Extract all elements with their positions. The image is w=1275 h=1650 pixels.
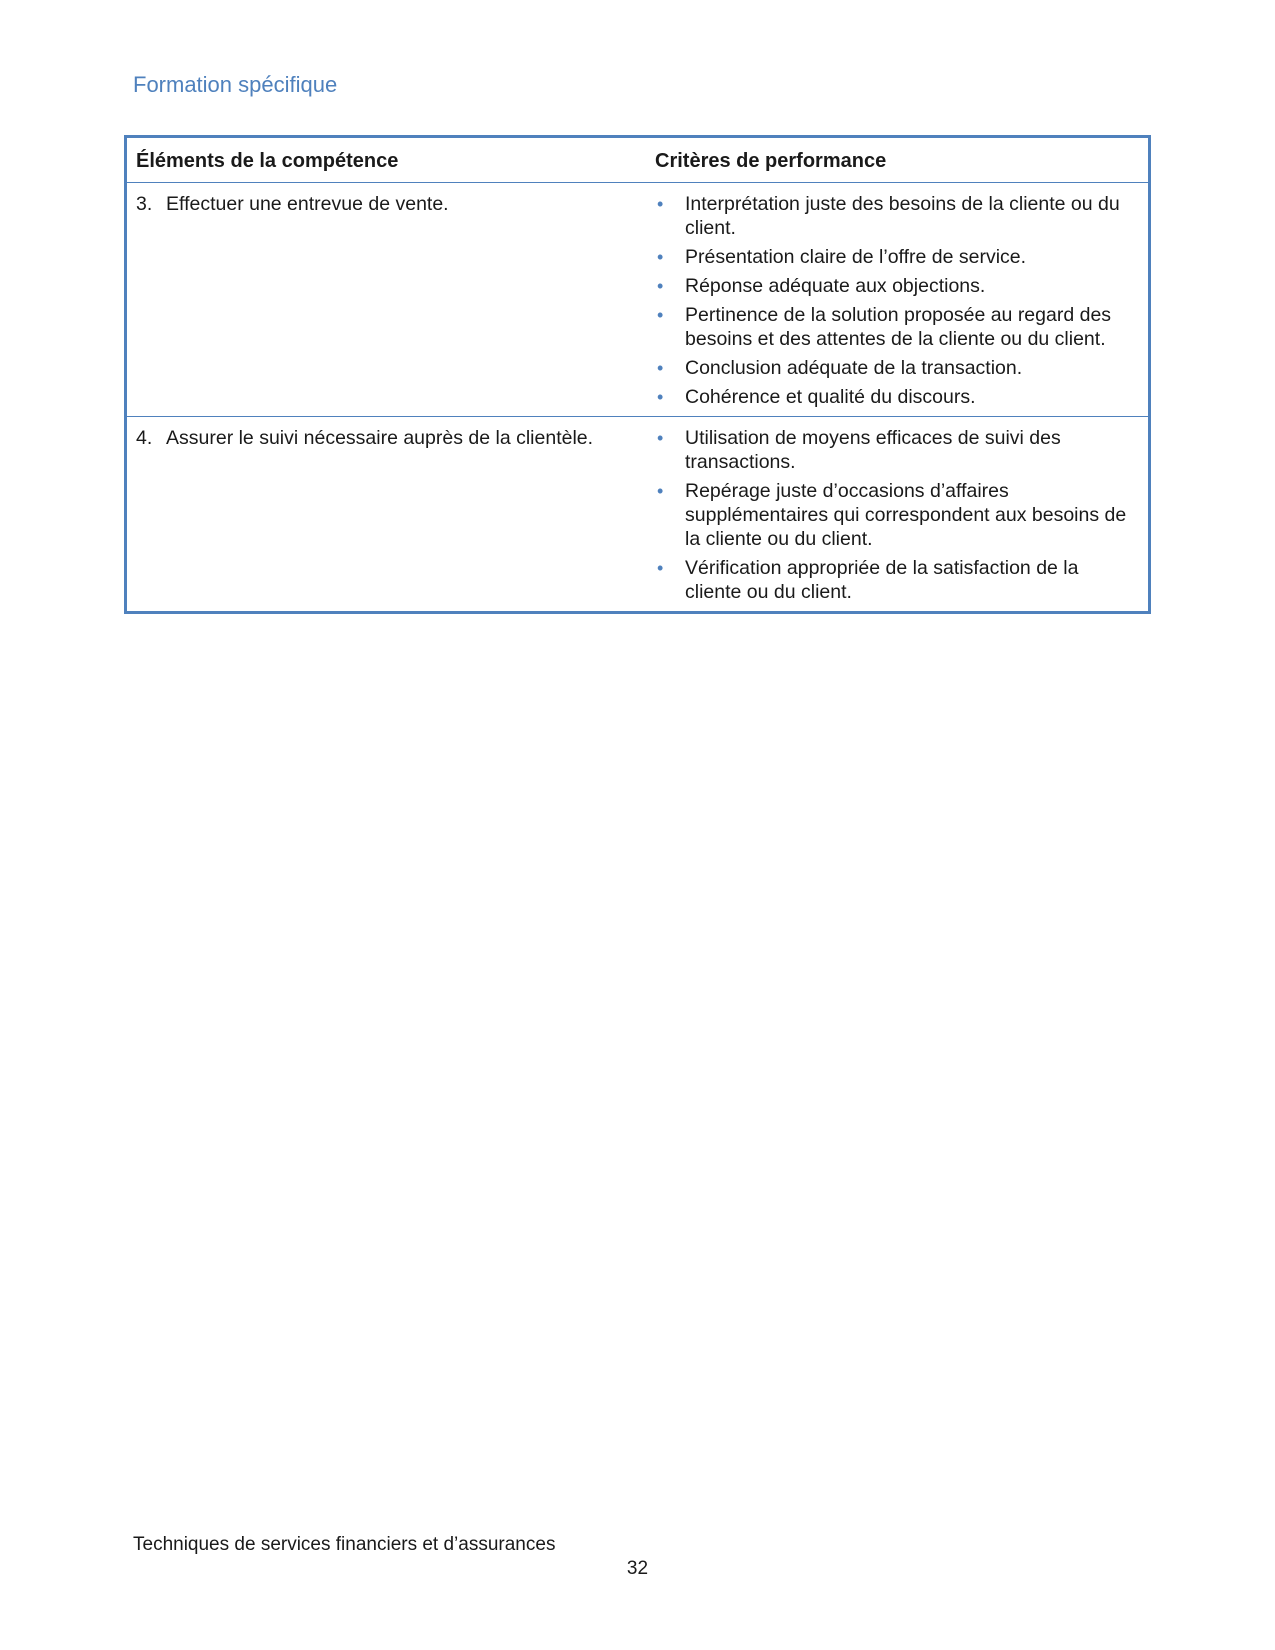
criteria-list [655, 192, 1140, 409]
element-cell [126, 417, 647, 613]
bullet-icon: • [657, 247, 664, 267]
element-item [136, 192, 638, 216]
criteria-text: Conclusion adéquate de la transaction. [685, 357, 1023, 379]
bullet-icon: • [657, 305, 664, 325]
criteria-item [655, 479, 1140, 551]
bullet-icon: • [657, 481, 664, 501]
criteria-text: Utilisation de moyens efficaces de suivi des transactions. [685, 427, 1061, 473]
criteria-item [655, 303, 1140, 351]
element-number: 4. [136, 427, 153, 449]
criteria-item [655, 556, 1140, 604]
table-row [126, 417, 1150, 613]
criteria-item [655, 385, 1140, 409]
footer-document-title: Techniques de services financiers et d’assurances [133, 1534, 556, 1555]
criteria-item [655, 356, 1140, 380]
page-number: 32 [626, 1558, 649, 1579]
table-row [126, 183, 1150, 417]
table-header-row [126, 137, 1150, 183]
competence-table [124, 135, 1151, 614]
criteria-item [655, 245, 1140, 269]
bullet-icon: • [657, 276, 664, 296]
criteria-item [655, 192, 1140, 240]
criteria-item [655, 274, 1140, 298]
criteria-text: Présentation claire de l’offre de service. [685, 246, 1027, 268]
criteria-list [655, 426, 1140, 604]
criteria-text: Cohérence et qualité du discours. [685, 386, 976, 408]
criteria-cell [646, 417, 1150, 613]
criteria-text: Pertinence de la solution proposée au regard des besoins et des attentes de la cliente ou du client. [685, 304, 1112, 350]
section-title: Formation spécifique [133, 72, 338, 97]
criteria-text: Interprétation juste des besoins de la cliente ou du client. [685, 193, 1120, 239]
element-number: 3. [136, 193, 153, 215]
criteria-text: Réponse adéquate aux objections. [685, 275, 986, 297]
bullet-icon: • [657, 558, 664, 578]
bullet-icon: • [657, 194, 664, 214]
bullet-icon: • [657, 387, 664, 407]
element-label: Effectuer une entrevue de vente. [166, 193, 449, 215]
element-cell [126, 183, 647, 417]
criteria-item [655, 426, 1140, 474]
criteria-text: Vérification appropriée de la satisfaction de la cliente ou du client. [685, 557, 1079, 603]
column-header-elements: Éléments de la compétence [126, 137, 647, 183]
column-header-criteria: Critères de performance [646, 137, 1150, 183]
criteria-text: Repérage juste d’occasions d’affaires supplémentaires qui correspondent aux besoins de la cliente ou du client. [685, 480, 1127, 550]
element-label: Assurer le suivi nécessaire auprès de la clientèle. [166, 427, 594, 449]
element-item [136, 426, 638, 450]
criteria-cell [646, 183, 1150, 417]
bullet-icon: • [657, 358, 664, 378]
bullet-icon: • [657, 428, 664, 448]
